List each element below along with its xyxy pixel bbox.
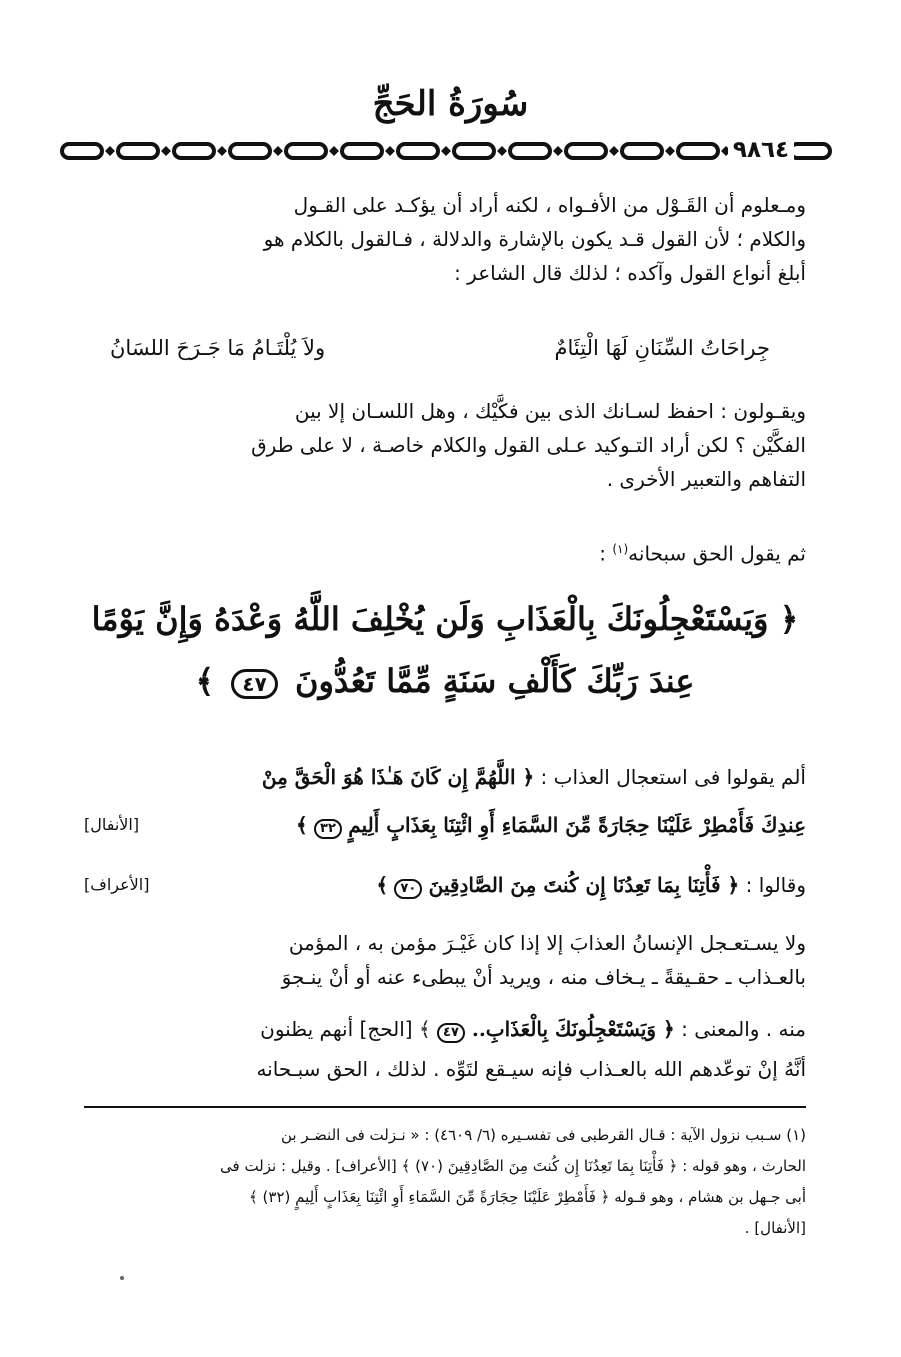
commentary-text: ﴾ [الحج] أنهم يظنون <box>260 1017 431 1041</box>
commentary-line-3 <box>84 868 806 902</box>
footnote-line: (١) سـبب نزول الآية : قـال القرطبى فى تفسـيره (٦/ ٤٦٠٩) : « نـزلت فى النضـر بن <box>281 1126 806 1144</box>
poetry-verse <box>110 330 770 374</box>
commentary-text: ألم يقولوا فى استعجال العذاب : <box>534 765 806 789</box>
surah-reference: [الأنفال] <box>84 815 140 834</box>
paragraph-line: والكلام ؛ لأن القول قـد يكون بالإشارة والدلالة ، فـالقول بالكلام هو <box>263 227 806 251</box>
footnote-line: الحارث ، وهو قوله : ﴿ فَأْتِنَا بِمَا تَعِدُنَا إِن كُنتَ مِنَ الصَّادِقِينَ (٧٠) ﴾ [الأعراف] . وقيل : نزلت فى <box>220 1157 806 1175</box>
commentary-line-7: أنَّهُ إنْ توعّدهم الله بالعـذاب فإنه سيـقع لتَوِّه . لذلك ، الحق سبـحانه <box>256 1057 806 1081</box>
poetry-right-hemistich: جِراحَاتُ السِّنَانِ لَهَا الْتِئَامٌ <box>554 336 770 360</box>
paragraph-line: أبلغ أنواع القول وآكده ؛ لذلك قال الشاعر : <box>454 261 806 285</box>
page-number: ٩٨٦٤ <box>728 134 794 166</box>
verse-line-2-text: عِندَ رَبِّكَ كَأَلْفِ سَنَةٍ مِّمَّا تَعُدُّونَ <box>294 662 695 700</box>
scan-speck <box>120 1276 124 1280</box>
commentary-line-6 <box>84 1012 806 1046</box>
quran-quote: عِندِكَ فَأَمْطِرْ عَلَيْنَا حِجَارَةً مِّنَ السَّمَاءِ أَوِ ائْتِنَا بِعَذَابٍ أَلِيمٍ <box>348 813 806 837</box>
quran-quote: ﴿ اللَّهُمَّ إِن كَانَ هَـٰذَا هُوَ الْحَقَّ مِنْ <box>261 765 535 789</box>
intro-line <box>84 532 806 571</box>
paragraph-line: بالعـذاب ـ حقـيقةً ـ يـخاف منه ، ويريد أنْ يبطىء عنه أو أنْ ينـجوَ <box>281 965 806 989</box>
quran-close-bracket: ﴾ <box>295 813 308 837</box>
quran-quote: ﴿ فَأْتِنَا بِمَا تَعِدُنَا إِن كُنتَ مِنَ الصَّادِقِينَ <box>428 873 740 897</box>
commentary-text: منه . والمعنى : <box>674 1017 806 1041</box>
surah-reference: [الأعراف] <box>84 875 150 894</box>
ornament-chain-border <box>60 138 835 164</box>
surah-title: سُورَةُ الحَجِّ <box>372 84 529 124</box>
footnote-line: أبى جـهل بن هشام ، وهو قـوله ﴿ فَأَمْطِرْ عَلَيْنَا حِجَارَةً مِّنَ السَّمَاءِ أَوِ ائْتِنَا بِعَذَابٍ أَلِيمٍ (٣٢) ﴾ <box>248 1188 806 1206</box>
paragraph-3 <box>84 926 806 994</box>
paragraph-line: التفاهم والتعبير الأخرى . <box>606 467 806 491</box>
footnote-divider <box>84 1106 806 1108</box>
paragraph-line: ويقـولون : احفظ لسـانك الذى بين فكَّيْك ، وهل اللسـان إلا بين <box>294 399 806 423</box>
paragraph-2 <box>84 394 806 496</box>
poetry-left-hemistich: ولاَ يُلْتَـامُ مَا جَـرَحَ اللسَانُ <box>110 336 326 360</box>
paragraph-line: الفكَّيْن ؟ لكن أراد التـوكيد عـلى القول والكلام خاصـة ، لا على طرق <box>251 433 806 457</box>
footnote-line: [الأنفال] . <box>744 1219 806 1237</box>
paragraph-line: ولا يسـتعـجل الإنسانُ العذابَ إلا إذا كان غَيْـرَ مؤمن به ، المؤمن <box>288 931 806 955</box>
quran-quote: ﴿ وَيَسْتَعْجِلُونَكَ بِالْعَذَابِ.. <box>464 1017 675 1041</box>
intro-colon: : <box>599 541 606 566</box>
verse-number-badge: ٤٧ <box>437 1023 465 1043</box>
intro-text: ثم يقول الحق سبحانه <box>628 541 806 566</box>
verse-number-badge: ٧٠ <box>394 879 422 899</box>
paragraph-1 <box>84 188 806 290</box>
verse-number-badge: ٤٧ <box>231 669 277 699</box>
footnote-marker: (١) <box>612 542 629 556</box>
verse-close-bracket: ﴾ <box>195 662 215 700</box>
quran-verse-block <box>84 588 806 712</box>
paragraph-line: ومـعلوم أن القَـوْل من الأفـواه ، لكنه أراد أن يؤكـد على القـول <box>293 193 806 217</box>
verse-line-1: ﴿ وَيَسْتَعْجِلُونَكَ بِالْعَذَابِ وَلَن يُخْلِفَ اللَّهُ وَعْدَهُ وَإِنَّ يَوْمًا <box>91 600 799 638</box>
commentary-line-2 <box>84 808 806 842</box>
commentary-line-1 <box>84 760 806 794</box>
verse-line-2 <box>84 650 806 712</box>
quran-close-bracket: ﴾ <box>376 873 389 897</box>
verse-number-badge: ٣٢ <box>314 819 342 839</box>
commentary-text: وقالوا : <box>739 873 806 897</box>
